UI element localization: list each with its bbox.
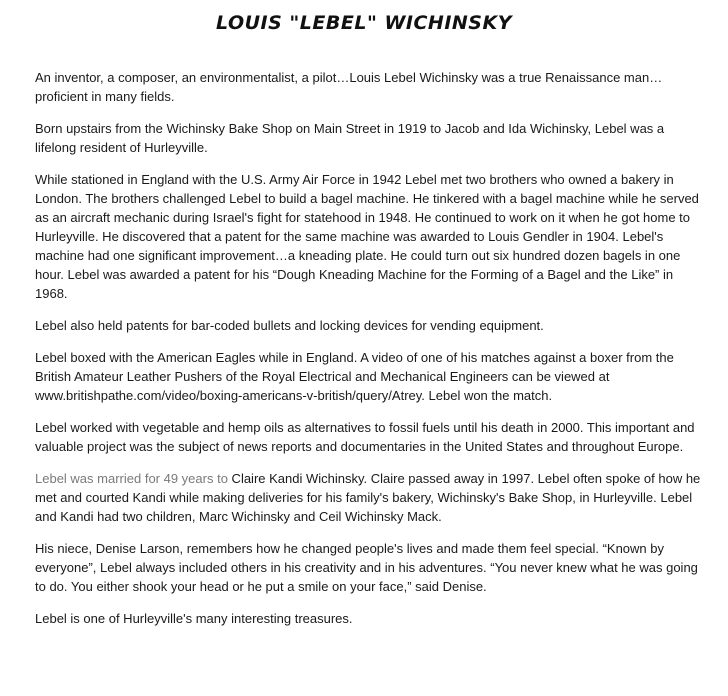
family-rest-text: Claire Kandi Wichinsky. Claire passed away in 1997. Lebel often spoke of how he met and courted Kandi while making deliveries for his family's bakery, Wichinsky's Bake Shop, in Hurleyville. Lebel and Kandi had two children, Marc Wichinsky and Ceil Wichinsky Mack. (35, 471, 701, 524)
paragraph-boxing: Lebel boxed with the American Eagles while in England. A video of one of his matches against a boxer from the British Amateur Leather Pushers of the Royal Electrical and Mechanical Engineers can be viewed at www.britishpathe.com/video/boxing-americans-v-british/query/Atrey. Lebel won the match. (35, 350, 674, 403)
paragraph-birth: Born upstairs from the Wichinsky Bake Shop on Main Street in 1919 to Jacob and Ida Wichinsky, Lebel was a lifelong resident of Hurleyville. (35, 121, 665, 155)
paragraph-fuels: Lebel worked with vegetable and hemp oils as alternatives to fossil fuels until his death in 2000. This important and valuable project was the subject of news reports and documentaries in the United States and throughout Europe. (35, 420, 695, 454)
paragraph-intro: An inventor, a composer, an environmentalist, a pilot…Louis Lebel Wichinsky was a true Renaissance man…proficient in many fields. (35, 70, 663, 104)
paragraph-niece: His niece, Denise Larson, remembers how he changed people's lives and made them feel special. “Known by everyone”, Lebel always included others in his creativity and in his adventures. “You never knew what he was going to do. You either shook your head or he put a smile on your face,” said Denise. (35, 541, 698, 594)
paragraph-closing: Lebel is one of Hurleyville's many interesting treasures. (35, 611, 353, 626)
document-body (35, 68, 705, 641)
page-title: LOUIS "LEBEL" WICHINSKY (216, 12, 512, 34)
paragraph-bagel-machine: While stationed in England with the U.S. Army Air Force in 1942 Lebel met two brothers who owned a bakery in London. The brothers challenged Lebel to build a bagel machine. He tinkered with a bagel machine while he served as an aircraft mechanic during Israel's fight for statehood in 1948. He continued to work on it when he got home to Hurleyville. He discovered that a patent for the same machine was awarded to Louis Gendler in 1904. Lebel's machine had one significant improvement…a kneading plate. He could turn out six hundred dozen bagels in one hour. Lebel was awarded a patent for his “Dough Kneading Machine for the Forming of a Bagel and the Like” in 1968. (35, 172, 699, 301)
family-lead-text: Lebel was married for 49 years to (35, 471, 228, 486)
paragraph-family (35, 469, 705, 526)
paragraph-patents: Lebel also held patents for bar-coded bullets and locking devices for vending equipment. (35, 318, 544, 333)
